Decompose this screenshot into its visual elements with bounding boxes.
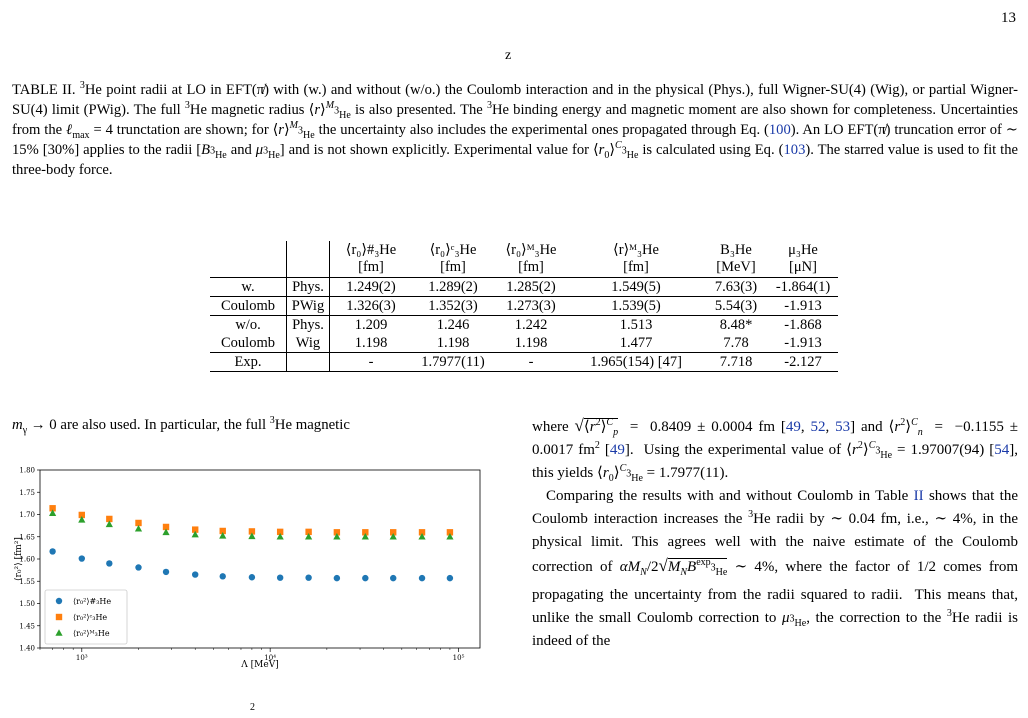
- row-limit: PWig: [287, 297, 330, 316]
- data-point: [49, 548, 55, 554]
- column-unit: [MeV]: [716, 259, 756, 275]
- legend-label: ⟨r₀²⟩#₃He: [73, 597, 112, 606]
- table-cell: -2.127: [784, 353, 822, 370]
- caption-body: $^3$He point radii at LO in EFT(π̸) with (w.) and without (w/o.) the Coulomb interaction and in the physical (Phys.), full Wigner-SU(4) (Wig), or partial Wigner-SU(4) limit (PWig). The full $^3$He magnetic radius ⟨r⟩$^M_{3He}$ is also presented. The $^3$He binding energy and magnetic moment are also shown for completeness. Uncertainties from the ℓ$_{max}$ = 4 trunctation are shown; for ⟨r⟩$^M_{3He}$ the uncertainty also includes the experimental ones propagated through Eq. (100). An LO EFT(π̸) truncation error of ∼ 15% [30%] applies to the radii [$B_{3He}$ and $\mu_{3He}$] and is not shown explicitly. Experimental value for $⟨r_0⟩^C_{3He}$ is calculated using Eq. (103). The starred value is used to fit the three-body force.: [12, 80, 1018, 178]
- table-caption: [12, 80, 1018, 180]
- row-group: Exp.: [234, 353, 262, 370]
- table-cell: 1.198: [514, 334, 548, 351]
- y-tick-label: 1.40: [19, 644, 35, 653]
- table-cell: 1.7977(11): [421, 353, 485, 370]
- left-column-text: $m_\gamma \to 0$ are also used. In particular, the full $^3$He magnetic: [12, 415, 350, 436]
- table-cell: 1.539(5): [611, 297, 661, 314]
- legend-marker: [56, 598, 62, 604]
- table-cell: 7.718: [719, 353, 753, 370]
- table-cell: 1.273(3): [506, 297, 556, 314]
- column-unit: [fm]: [358, 259, 384, 275]
- table-rule: [210, 371, 817, 372]
- figure-caption-fragment: 2: [250, 702, 255, 713]
- row-group: Coulomb: [221, 334, 275, 351]
- table-row: [210, 278, 838, 297]
- table-cell: 1.477: [619, 334, 653, 351]
- data-point: [277, 574, 283, 580]
- caption-label: TABLE II.: [12, 82, 76, 98]
- legend-label: ⟨r₀²⟩ᶜ₃He: [73, 613, 108, 622]
- legend-marker: [56, 614, 62, 620]
- table-cell: -: [528, 353, 534, 370]
- table-cell: 1.326(3): [330, 297, 413, 316]
- data-point: [249, 574, 255, 580]
- legend-label: ⟨r₀²⟩ᴹ₃He: [73, 629, 110, 638]
- data-point: [305, 574, 311, 580]
- column-header: ⟨r₀⟩ᴹ₃He: [505, 242, 557, 258]
- row-limit: [287, 353, 330, 372]
- column-unit: [fm]: [440, 259, 466, 275]
- table-cell: 1.549(5): [611, 278, 661, 295]
- data-point: [220, 573, 226, 579]
- column-unit: [fm]: [623, 259, 649, 275]
- row-limit: Wig: [287, 334, 330, 353]
- y-tick-label: 1.60: [19, 555, 35, 564]
- table-cell: 5.54(3): [714, 297, 758, 314]
- table-cell: 1.289(2): [428, 278, 478, 295]
- data-point: [79, 555, 85, 561]
- row-group: w.: [241, 278, 255, 295]
- data-point: [390, 575, 396, 581]
- table-cell: -: [330, 353, 413, 372]
- x-tick-label: 10⁴: [264, 654, 277, 662]
- table-cell: 7.78: [723, 334, 749, 351]
- column-header: ⟨r⟩ᴹ₃He: [613, 242, 659, 258]
- row-limit: Phys.: [287, 316, 330, 335]
- y-tick-label: 1.65: [19, 533, 35, 542]
- data-point: [192, 571, 198, 577]
- x-tick-label: 10³: [75, 654, 88, 662]
- column-header: B₃He: [720, 242, 752, 258]
- y-tick-label: 1.45: [19, 622, 35, 631]
- y-axis-label: ⟨r₀²⟩ [fm²]: [14, 537, 24, 581]
- running-header: z: [505, 48, 512, 63]
- table-cell: 1.249(2): [330, 278, 413, 297]
- table-row: [210, 334, 838, 353]
- table-cell: 7.63(3): [714, 278, 758, 295]
- y-tick-label: 1.75: [19, 488, 35, 497]
- equation-link[interactable]: 100: [768, 122, 791, 138]
- table-row: [210, 316, 838, 335]
- table-cell: -1.864(1): [775, 278, 831, 295]
- table-cell: 1.513: [619, 316, 653, 333]
- row-limit: Phys.: [287, 278, 330, 297]
- y-tick-label: 1.50: [19, 600, 35, 608]
- paragraph: Comparing the results with and without Coulomb in Table II shows that the Coulomb interaction increases the $^3$He radii by ∼ 0.04 fm, i.e., ∼ 4%, in the physical limit. This agrees well with the naive estimate of the Coulomb correction of $\alpha M_N/2√M_NB^{exp}_{3He}$ ∼ 4%, where the factor of 1/2 comes from propagating the uncertainty from the radii squared to radii. This means that, unlike the small Coulomb correction to $\mu_{3He}$, the correction to the $^3$He radii is indeed of the: [532, 488, 1018, 649]
- table-cell: 1.198: [436, 334, 470, 351]
- right-column-text: [532, 414, 1018, 653]
- equation-link[interactable]: 103: [783, 142, 806, 158]
- x-tick-label: 10⁵: [452, 654, 465, 662]
- data-point: [163, 569, 169, 575]
- column-header: μ₃He: [788, 242, 818, 258]
- column-header: ⟨r₀⟩#₃He: [345, 242, 397, 258]
- y-tick-label: 1.55: [19, 577, 35, 586]
- y-tick-label: 1.80: [19, 466, 35, 475]
- column-unit: [fm]: [518, 259, 544, 275]
- table-cell: 1.285(2): [506, 278, 556, 295]
- data-point: [362, 575, 368, 581]
- table-row: [210, 353, 838, 372]
- results-table: [210, 241, 838, 372]
- table-row: [210, 297, 838, 316]
- table-cell: -1.913: [784, 297, 822, 314]
- table-header-row: [210, 241, 838, 278]
- table-cell: 1.965(154) [47]: [590, 353, 682, 370]
- row-group: Coulomb: [221, 297, 275, 314]
- y-tick-label: 1.70: [19, 511, 35, 519]
- x-axis-label: Λ [MeV]: [241, 660, 279, 670]
- table-cell: 1.242: [514, 316, 548, 333]
- table-cell: -1.868: [784, 316, 822, 333]
- data-point: [334, 575, 340, 581]
- table-cell: 1.352(3): [428, 297, 478, 314]
- row-group: w/o.: [235, 316, 261, 333]
- page-number: 13: [1001, 10, 1016, 26]
- data-point: [135, 564, 141, 570]
- data-point: [419, 575, 425, 581]
- table-cell: -1.913: [784, 334, 822, 351]
- column-header: ⟨r₀⟩ᶜ₃He: [429, 242, 477, 258]
- table-cell: 1.209: [330, 316, 413, 335]
- column-unit: [μN]: [789, 259, 817, 275]
- data-point: [447, 575, 453, 581]
- table-cell: 1.198: [330, 334, 413, 353]
- table-cell: 1.246: [436, 316, 470, 333]
- paragraph: where $√⟨r^2⟩^C_p = 0.8409 \pm 0.0004$ fm [49, 52, 53] and $⟨r^2⟩^C_n = -0.1155 \pm 0.0017$ $fm^2$ [49]. Using the experimental value of $⟨r^2⟩^C_{3He} = 1.97007(94)$ [54], this yields $⟨r_0⟩^C_{3He} = 1.7977(11)$.: [532, 416, 1018, 484]
- radii-plot: [12, 462, 492, 674]
- table-cell: 8.48*: [719, 316, 753, 333]
- data-point: [106, 560, 112, 566]
